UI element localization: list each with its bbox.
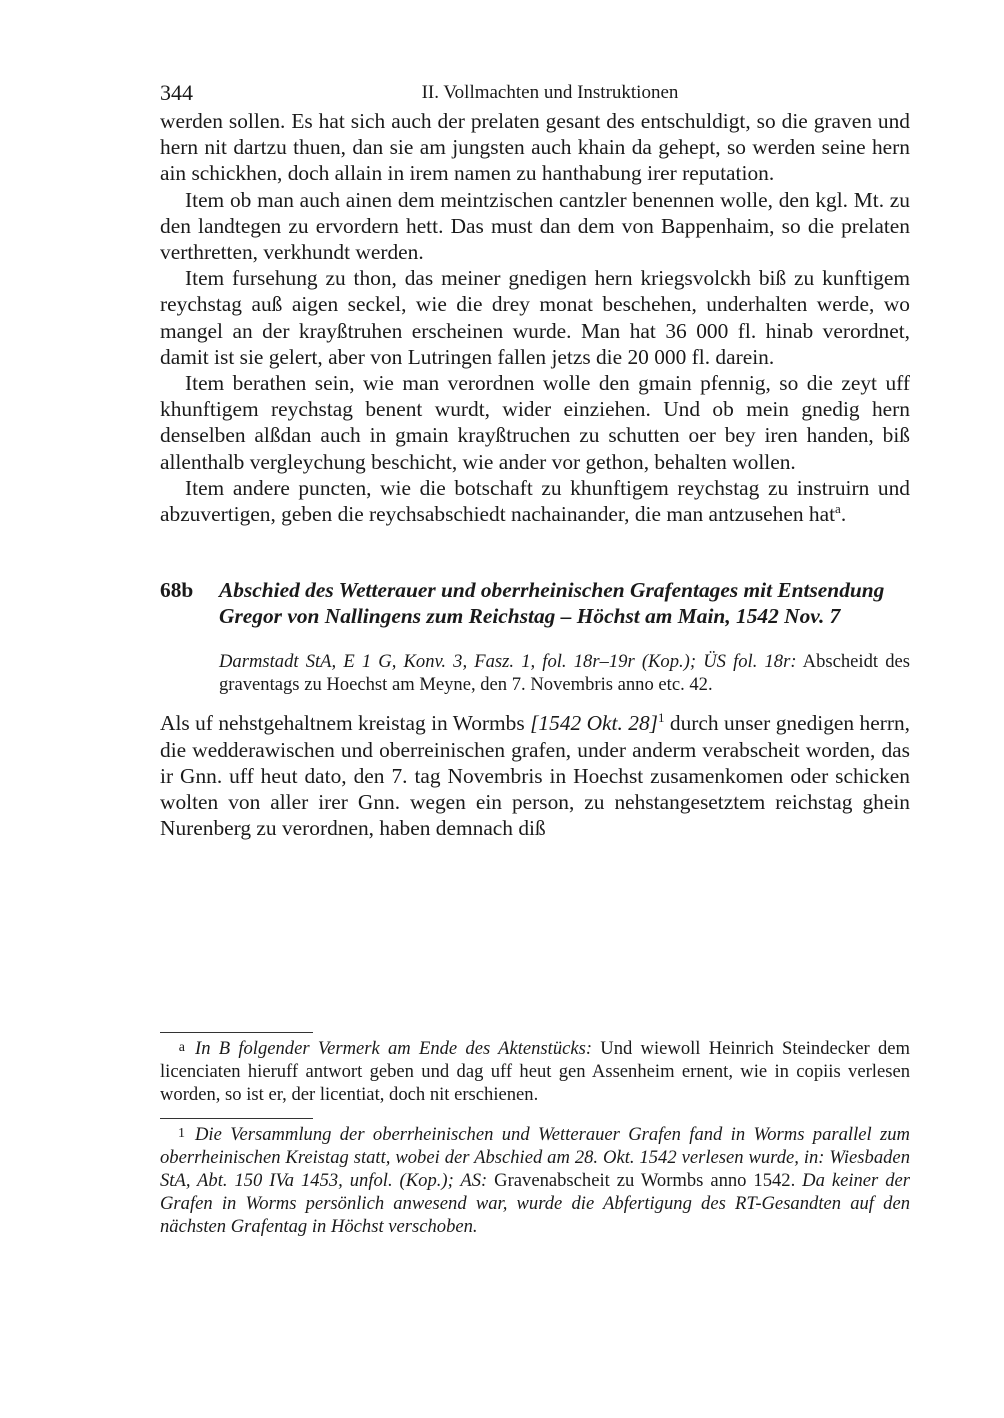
body-text — [160, 108, 910, 527]
paragraph: Item berathen sein, wie man verordnen wolle den gmain pfennig, so die zeyt uff khunftigem reychstag benent wurdt, wider einziehen. Und ob mein gnedig hern denselben alßdan auch in gmain krayßtruchen zu schutten oer bey iren handen, biß allenthalb vergleychung beschicht, wie ander vor gethon, behalten wollen. — [160, 371, 910, 474]
footnote-text: Gravenabscheit zu Wormbs anno 1542. — [487, 1169, 796, 1191]
footnote-rule — [160, 1032, 313, 1033]
footnote-italic: Da keiner der Grafen in Worms persönlich anwesend war, wurde die Abfertigung des RT-Gesandten auf den nächsten Grafentag in Höchst verschoben. — [160, 1169, 910, 1237]
footnote-mark: a — [178, 1040, 185, 1055]
footnotes — [160, 1032, 910, 1238]
footnote-block-numeric — [160, 1118, 910, 1238]
text-segment: Als uf nehstgehaltnem kreistag in Wormbs — [160, 711, 531, 736]
page — [160, 78, 910, 841]
document-number: 68b — [160, 578, 194, 603]
page-number: 344 — [160, 80, 193, 105]
footnote-italic: Die Versammlung der oberrheinischen und Wetterauer Grafen fand in Worms parallel zum oberrheinischen Kreistag statt, wobei der Abschied am 28. Okt. 1542 verlesen wurde, in: Wiesbaden StA, Abt. 150 IVa 1453, unfol. (Kop.); AS: — [160, 1124, 910, 1191]
document-heading — [160, 578, 910, 629]
footnote-rule — [160, 1118, 313, 1119]
running-title: II. Vollmachten und Instruktionen — [421, 82, 679, 103]
document-text — [160, 710, 910, 841]
source-endorsement: Abscheidt des graventags zu Hoechst am Meyne, den 7. Novembris anno etc. 42. — [219, 651, 910, 695]
page-header — [160, 78, 910, 108]
paragraph — [160, 710, 910, 841]
footnote-a — [160, 1037, 910, 1106]
document-title: Abschied des Wetterauer und oberrheinischen Grafentages mit Entsendung Gregor von Nallingens zum Reichstag – Höchst am Main, 1542 Nov. 7 — [219, 578, 885, 628]
source-note — [219, 651, 910, 696]
footnote-text: Und wiewoll Heinrich Steindecker dem licenciaten hieruff antwort geben und dag uff heut gen Assenheim ernent, wie in copiis verlesen worden, so ist er, der licentiat, doch nit erschienen. — [160, 1038, 910, 1105]
text-segment: durch unser gnedigen herrn, die wedderawischen und oberreinischen grafen, under anderm verabscheit worden, das ir Gnn. uff heut dato, den 7. tag Novembris in Hoechst zusamenkomen oder schicken wolten von aller irer Gnn. wegen ein person, zu nehstangesetztem reichstag ghein Nurenberg zu verordnen, haben demnach diß — [160, 711, 910, 841]
paragraph: werden sollen. Es hat sich auch der prelaten gesant des entschuldigt, so die graven und hern nit dartzu thuen, dan sie am jungsten auch khain da gehept, so werden seine hern ain schickhen, doch allain in irem namen zu hanthabung irer reputation. — [160, 109, 910, 186]
footnote-ref-a: a — [835, 500, 841, 516]
paragraph: Item fursehung zu thon, das meiner gnedigen hern kriegsvolckh biß zu kunftigem reychstag auß aigen seckel, wie die drey monat beschehen, underhalten werde, wo mangel an der krayßtruhen erscheinen wurde. Man hat 36 000 fl. hinab verordnet, damit ist sie gelert, aber von Lutringen fallen jetzs die 20 000 fl. darein. — [160, 266, 910, 369]
paragraph-last: Item andere puncten, wie die botschaft zu khunftigem reychstag zu instruirn und abzuvertigen, geben die reychsabschiedt nachainander, die man antzusehen hat$^a$. — [160, 475, 910, 527]
source-archive: Darmstadt StA, E 1 G, Konv. 3, Fasz. 1, fol. 18r–19r (Kop.); ÜS fol. 18r: — [219, 651, 797, 673]
footnote-mark: 1 — [178, 1126, 185, 1142]
footnote-italic: In B folgender Vermerk am Ende des Aktenstücks: — [195, 1038, 593, 1059]
paragraph-text: Item andere puncten, wie die botschaft zu khunftigem reychstag zu instruirn und abzuvertigen, geben die reychsabschiedt nachainander, die man antzusehen hat — [160, 475, 910, 527]
date-insertion: [1542 Okt. 28] — [530, 711, 658, 736]
paragraph: Item ob man auch ainen dem meintzischen cantzler benennen wolle, den kgl. Mt. zu den landtegen zu ervordern hett. Das must dan dem von Bappenhaim, so die prelaten verthretten, verkhundt werden. — [160, 187, 910, 265]
footnote-ref-1: 1 — [657, 710, 665, 726]
footnote-1 — [160, 1123, 910, 1238]
